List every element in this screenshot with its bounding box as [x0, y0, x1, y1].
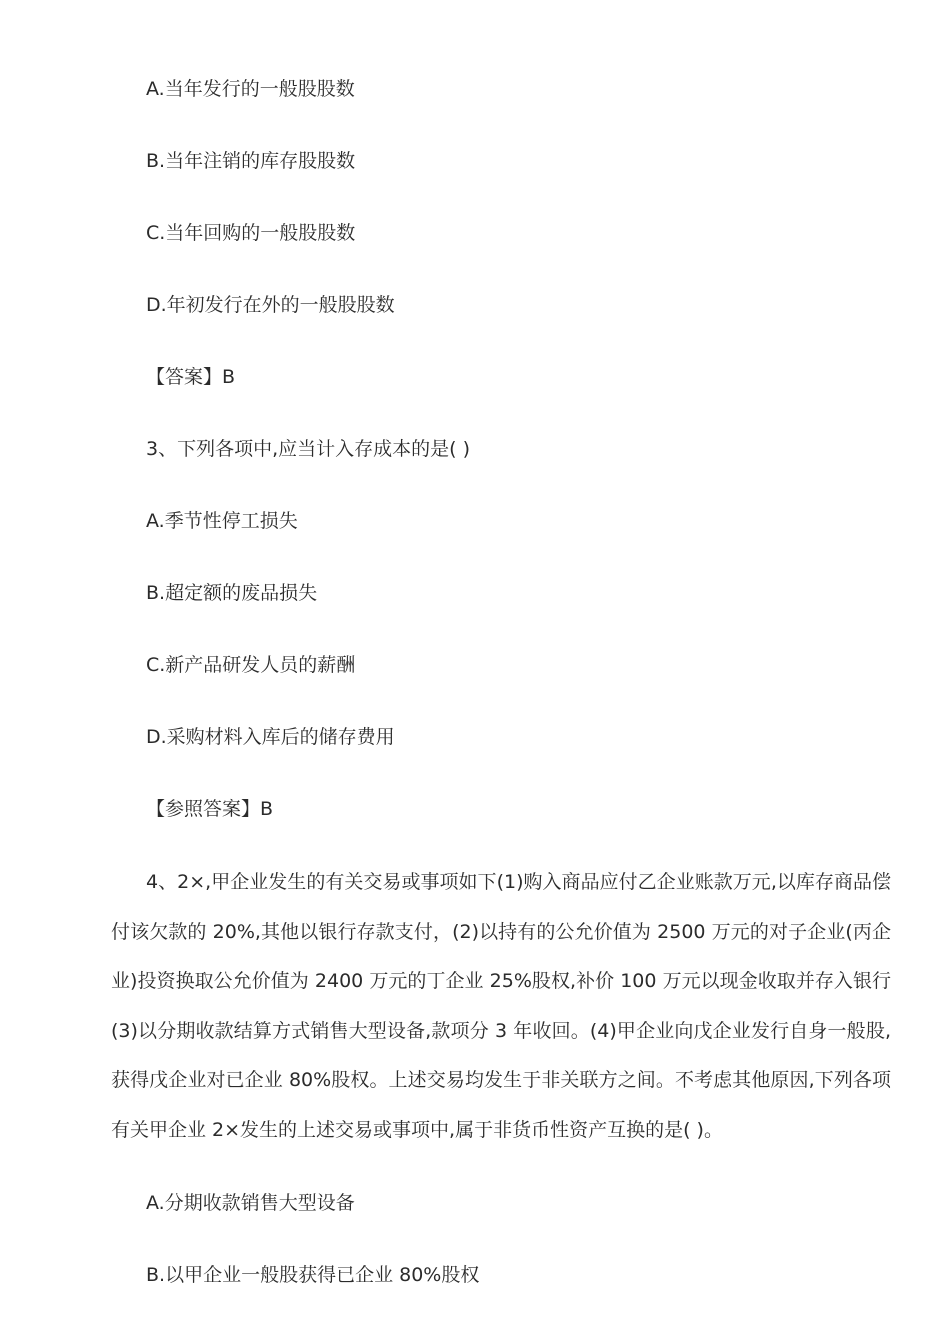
q4-option-b: B.以甲企业一般股获得已企业 80%股权	[146, 1264, 480, 1286]
q3-option-c: C.新产品研发人员的薪酬	[146, 654, 356, 676]
q2-option-b: B.当年注销的库存股股数	[146, 150, 356, 172]
q2-option-a: A.当年发行的一般股股数	[146, 78, 355, 100]
q3-option-a: A.季节性停工损失	[146, 510, 298, 532]
q2-answer: 【答案】B	[146, 366, 236, 388]
q3-answer: 【参照答案】B	[146, 798, 274, 820]
q2-option-c: C.当年回购的一般股股数	[146, 222, 356, 244]
q3-option-b: B.超定额的废品损失	[146, 582, 318, 604]
q2-option-d: D.年初发行在外的一般股股数	[146, 294, 395, 316]
q4-option-a: A.分期收款销售大型设备	[146, 1192, 355, 1214]
q4-stem: 4、2×,甲企业发生的有关交易或事项如下(1)购入商品应付乙企业账款万元,以库存商品偿付该欠款的 20%,其他以银行存款支付，(2)以持有的公允价值为 2500 万元的对子企业(丙企业)投资换取公允价值为 2400 万元的丁企业 25%股权,补价 100 万元以现金收取并存入银行(3)以分期收款结算方式销售大型设备,款项分 3 年收回。(4)甲企业向戊企业发行自身一般股,获得戊企业对已企业 80%股权。上述交易均发生于非关联方之间。不考虑其他原因,下列各项有关甲企业 2×发生的上述交易或事项中,属于非货币性资产互换的是( )。	[111, 871, 891, 1141]
q3-option-d: D.采购材料入库后的储存费用	[146, 726, 395, 748]
q3-stem: 3、下列各项中,应当计入存成本的是( )	[146, 438, 470, 460]
